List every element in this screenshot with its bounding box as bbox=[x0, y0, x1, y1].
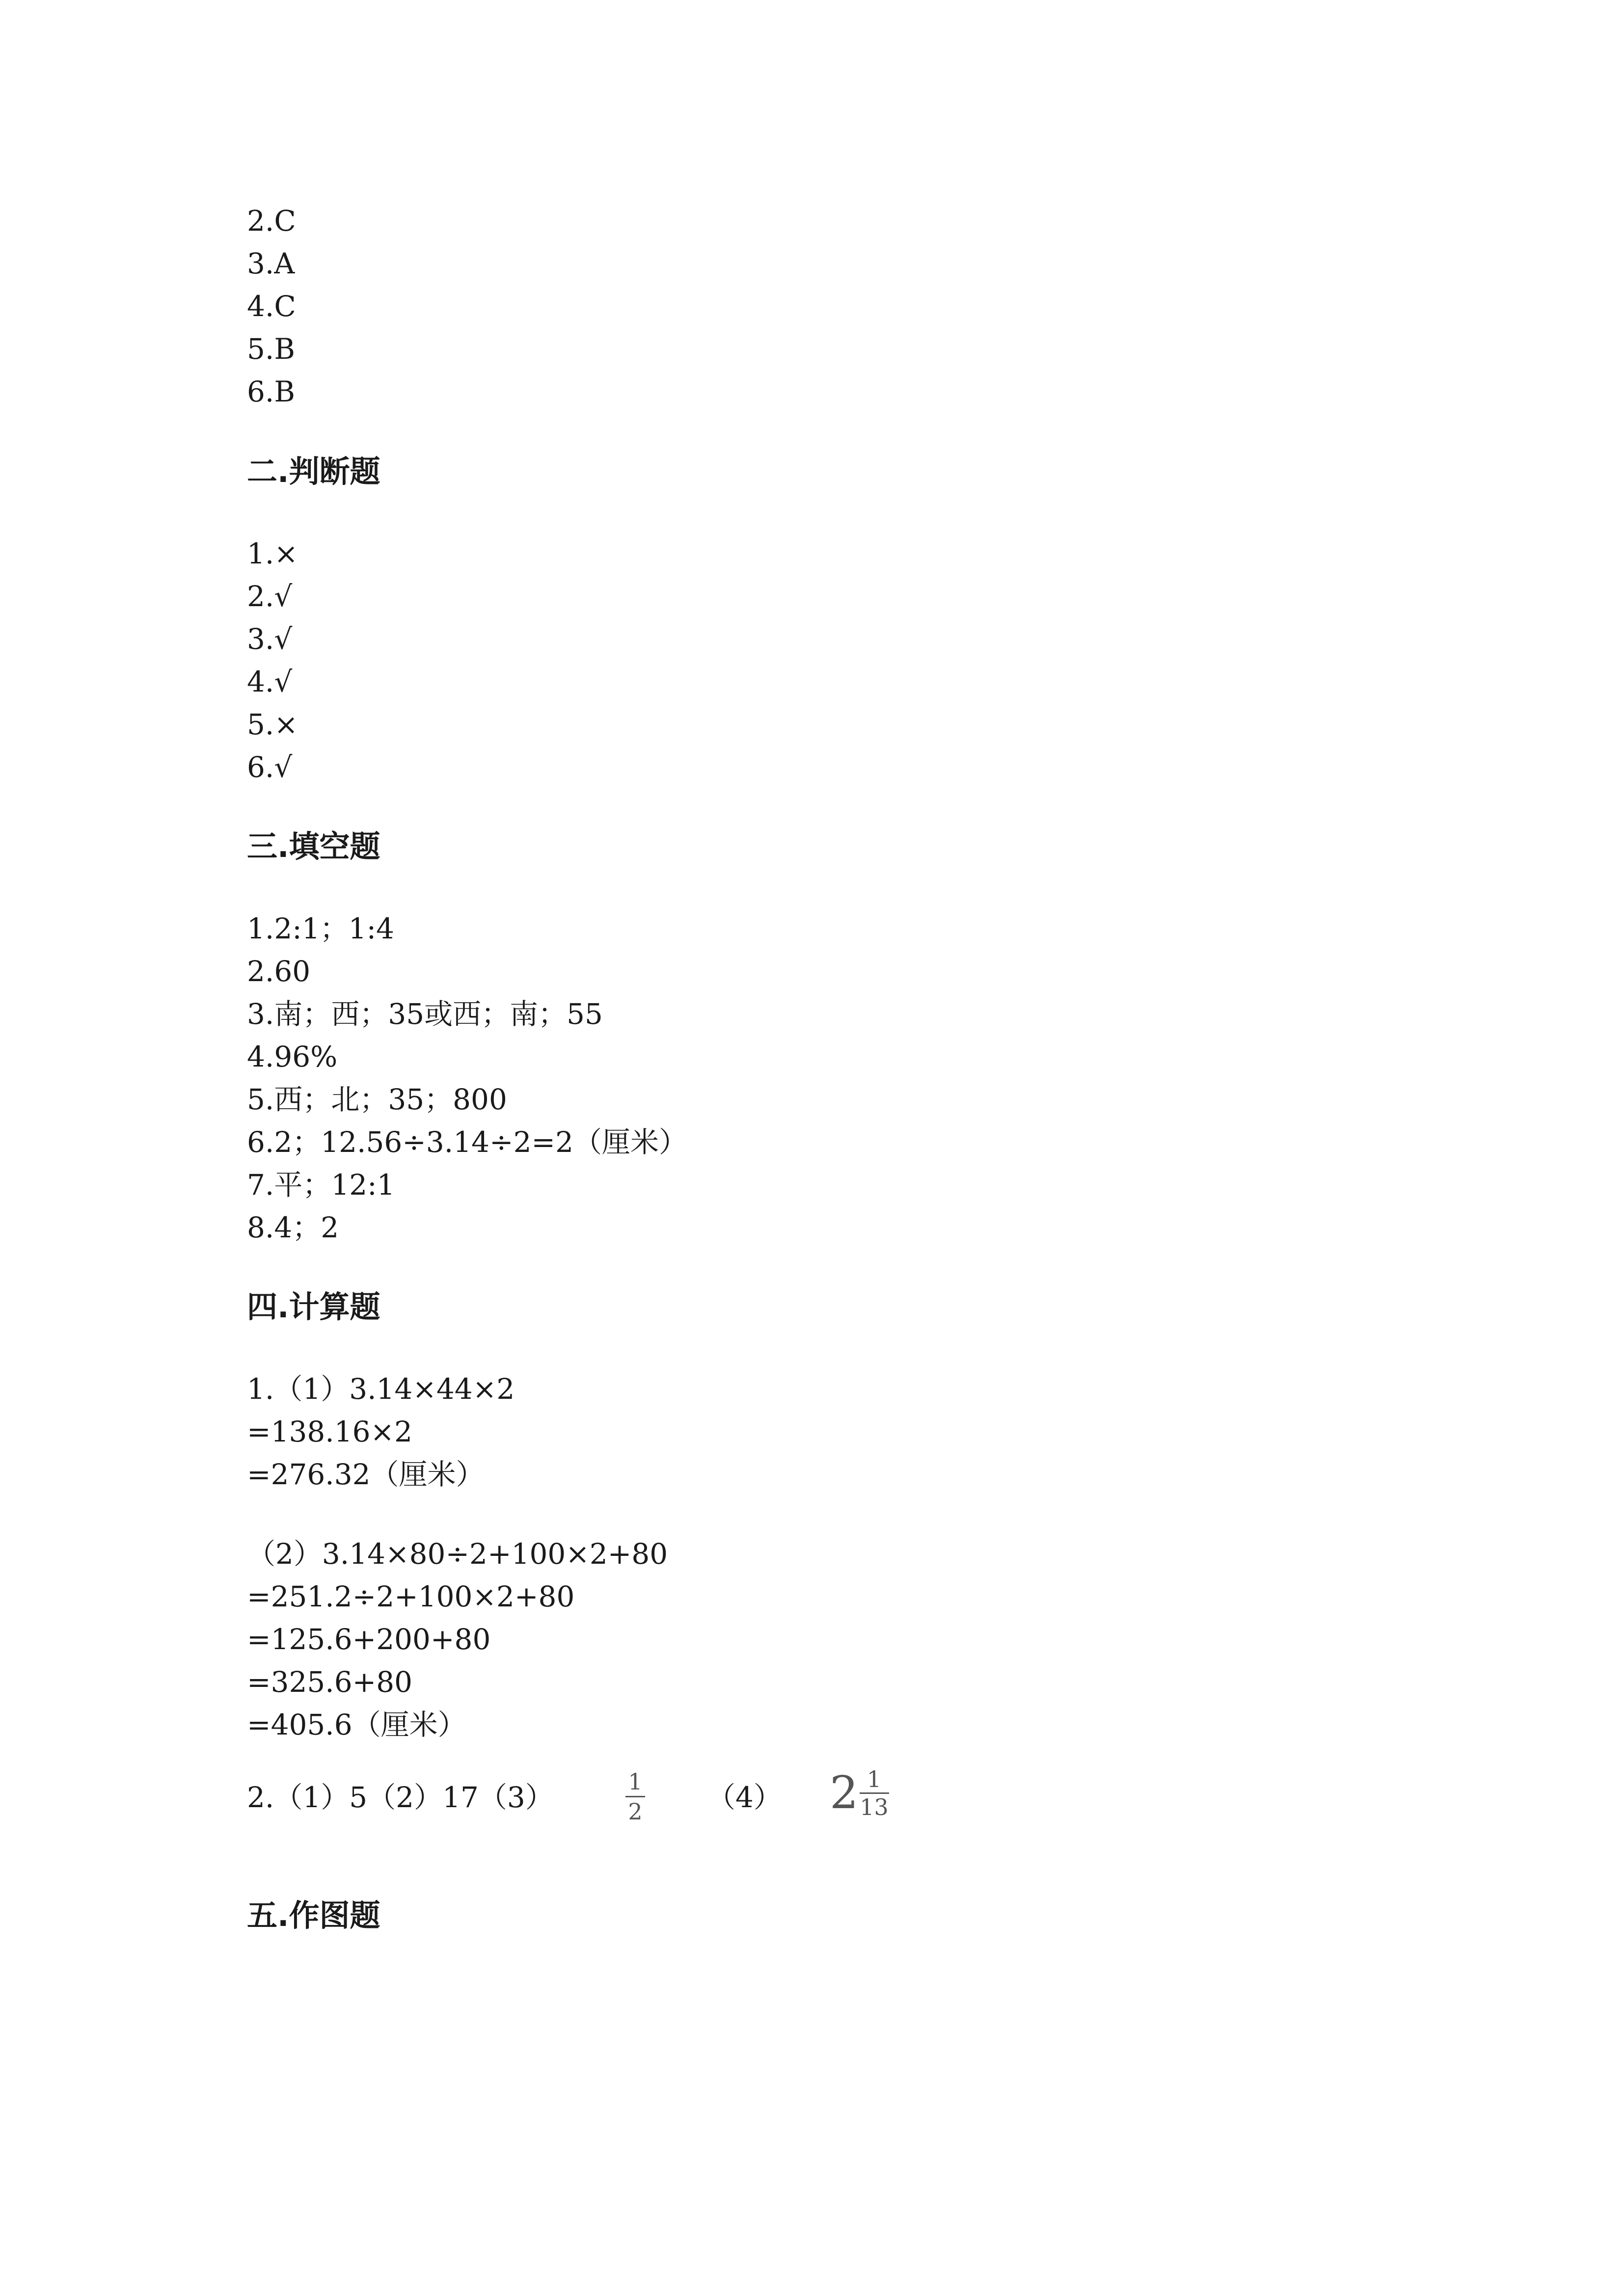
calc-q1-line-1: 1.（1）3.14×44×2 bbox=[247, 1372, 515, 1406]
choice-answer-4: 4.C bbox=[247, 290, 296, 323]
choice-answer-2: 2.C bbox=[247, 204, 296, 238]
calc-q1-line-3: =276.32（厘米） bbox=[247, 1458, 485, 1491]
judgement-answer-1: 1.× bbox=[247, 537, 298, 570]
section-title-fill-blank: 三.填空题 bbox=[247, 828, 380, 864]
section-title-judgement: 二.判断题 bbox=[247, 454, 380, 489]
fraction-numerator: 1 bbox=[866, 1765, 882, 1792]
choice-answer-6: 6.B bbox=[247, 375, 295, 408]
fill-answer-1: 1.2:1；1:4 bbox=[247, 912, 395, 945]
fraction-one-half bbox=[625, 1768, 645, 1825]
calc-q1b-line-1: （2）3.14×80÷2+100×2+80 bbox=[247, 1537, 668, 1571]
mixed-number-whole: 2 bbox=[830, 1766, 859, 1819]
fill-answer-6: 6.2；12.56÷3.14÷2=2（厘米） bbox=[247, 1125, 688, 1159]
mixed-number-fraction bbox=[860, 1767, 889, 1819]
fill-answer-5: 5.西；北；35；800 bbox=[247, 1083, 507, 1116]
choice-answer-5: 5.B bbox=[247, 332, 295, 366]
calc-q2-text: 2.（1）5（2）17（3） bbox=[247, 1781, 554, 1814]
fraction-denominator: 13 bbox=[860, 1793, 889, 1820]
calc-q1-line-2: =138.16×2 bbox=[247, 1415, 413, 1448]
fill-answer-7: 7.平；12:1 bbox=[247, 1168, 395, 1201]
calc-q1b-line-2: =251.2÷2+100×2+80 bbox=[247, 1580, 575, 1613]
fraction-bar bbox=[625, 1796, 645, 1797]
fill-answer-2: 2.60 bbox=[247, 955, 311, 988]
fraction-numerator: 1 bbox=[628, 1768, 643, 1795]
fraction-denominator: 2 bbox=[628, 1798, 643, 1825]
section-title-drawing: 五.作图题 bbox=[247, 1897, 380, 1933]
calc-q1b-line-5: =405.6（厘米） bbox=[247, 1708, 466, 1741]
judgement-answer-3: 3.√ bbox=[247, 622, 293, 656]
fill-answer-3: 3.南；西；35或西；南；55 bbox=[247, 997, 603, 1031]
calc-q2-part4-label: （4） bbox=[707, 1781, 782, 1814]
mixed-number-two-and-one-thirteenth bbox=[830, 1766, 889, 1820]
choice-answer-3: 3.A bbox=[247, 247, 295, 280]
judgement-answer-2: 2.√ bbox=[247, 580, 293, 613]
section-title-calculation: 四.计算题 bbox=[247, 1289, 380, 1325]
fill-answer-4: 4.96% bbox=[247, 1040, 338, 1073]
calc-q1b-line-4: =325.6+80 bbox=[247, 1665, 413, 1699]
judgement-answer-6: 6.√ bbox=[247, 750, 293, 784]
judgement-answer-5: 5.× bbox=[247, 708, 298, 741]
calc-q1b-line-3: =125.6+200+80 bbox=[247, 1623, 491, 1656]
fill-answer-8: 8.4；2 bbox=[247, 1211, 339, 1244]
judgement-answer-4: 4.√ bbox=[247, 665, 293, 698]
